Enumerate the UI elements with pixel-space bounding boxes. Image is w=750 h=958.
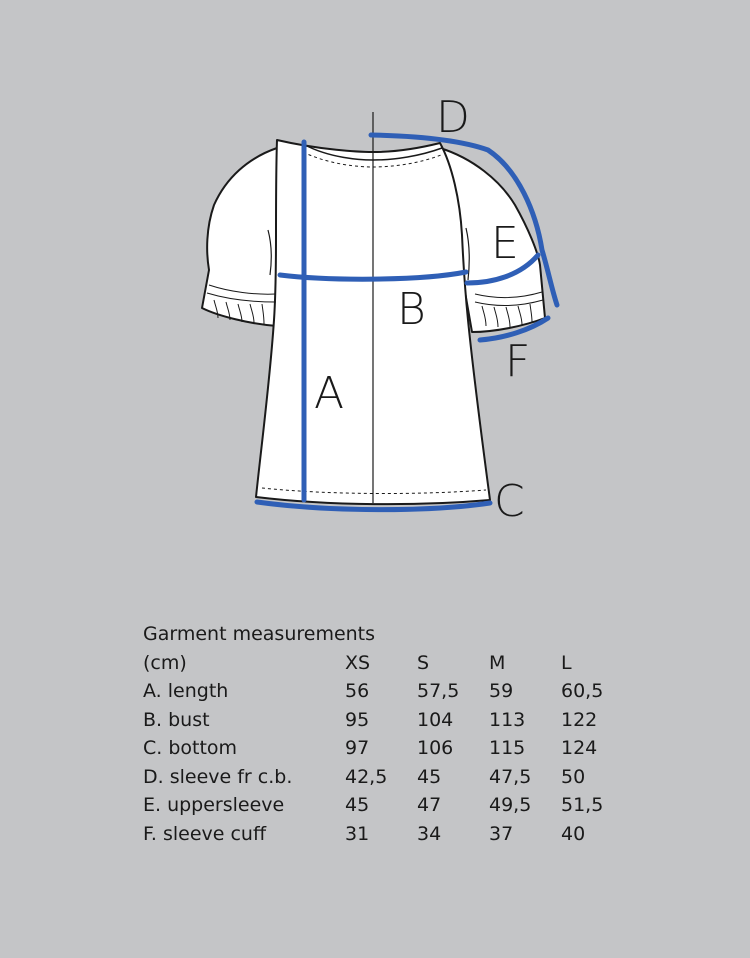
header-m: M — [489, 651, 506, 674]
cell-value: 106 — [417, 737, 454, 759]
cell-value: 37 — [489, 822, 514, 845]
cell-value: 40 — [561, 822, 586, 845]
table-row — [143, 706, 633, 735]
cell-value: 104 — [417, 708, 454, 731]
row-label: A. length — [143, 680, 229, 702]
row-label: D. sleeve fr c.b. — [143, 765, 293, 788]
marker-f: F — [505, 336, 530, 387]
cell-value: 124 — [561, 737, 598, 759]
table-row — [143, 791, 633, 820]
row-label: E. uppersleeve — [143, 794, 285, 816]
cell-value: 60,5 — [561, 680, 604, 702]
cell-value: 47,5 — [489, 765, 532, 788]
marker-c: C — [494, 476, 524, 527]
header-l: L — [561, 651, 572, 674]
row-label: B. bust — [143, 708, 210, 731]
marker-e: E — [491, 218, 518, 269]
cell-value: 34 — [417, 822, 442, 845]
table-row — [143, 763, 633, 792]
cell-value: 31 — [345, 822, 370, 845]
header-s: S — [417, 651, 430, 674]
cell-value: 95 — [345, 708, 370, 731]
header-unit: (cm) — [143, 651, 187, 674]
table-title: Garment measurements — [143, 623, 376, 645]
cell-value: 115 — [489, 737, 526, 759]
cell-value: 59 — [489, 680, 514, 702]
cell-value: 50 — [561, 765, 586, 788]
table-row — [143, 734, 633, 763]
marker-d: D — [436, 92, 469, 143]
table-row — [143, 820, 633, 849]
cell-value: 113 — [489, 708, 526, 731]
header-xs: XS — [345, 651, 371, 674]
cell-value: 56 — [345, 680, 370, 702]
cell-value: 49,5 — [489, 794, 532, 816]
row-label: C. bottom — [143, 737, 238, 759]
table-row — [143, 677, 633, 706]
cell-value: 45 — [417, 765, 442, 788]
marker-b: B — [397, 284, 425, 335]
cell-value: 45 — [345, 794, 370, 816]
cell-value: 42,5 — [345, 765, 388, 788]
cell-value: 97 — [345, 737, 370, 759]
cell-value: 57,5 — [417, 680, 460, 702]
left-sleeve — [202, 148, 277, 326]
cell-value: 47 — [417, 794, 442, 816]
row-label: F. sleeve cuff — [143, 822, 267, 845]
cell-value: 51,5 — [561, 794, 604, 816]
measurements-table-section — [143, 620, 663, 848]
cell-value: 122 — [561, 708, 598, 731]
marker-a: A — [314, 368, 344, 419]
table-header-row — [143, 649, 633, 678]
measurements-table — [143, 649, 633, 849]
